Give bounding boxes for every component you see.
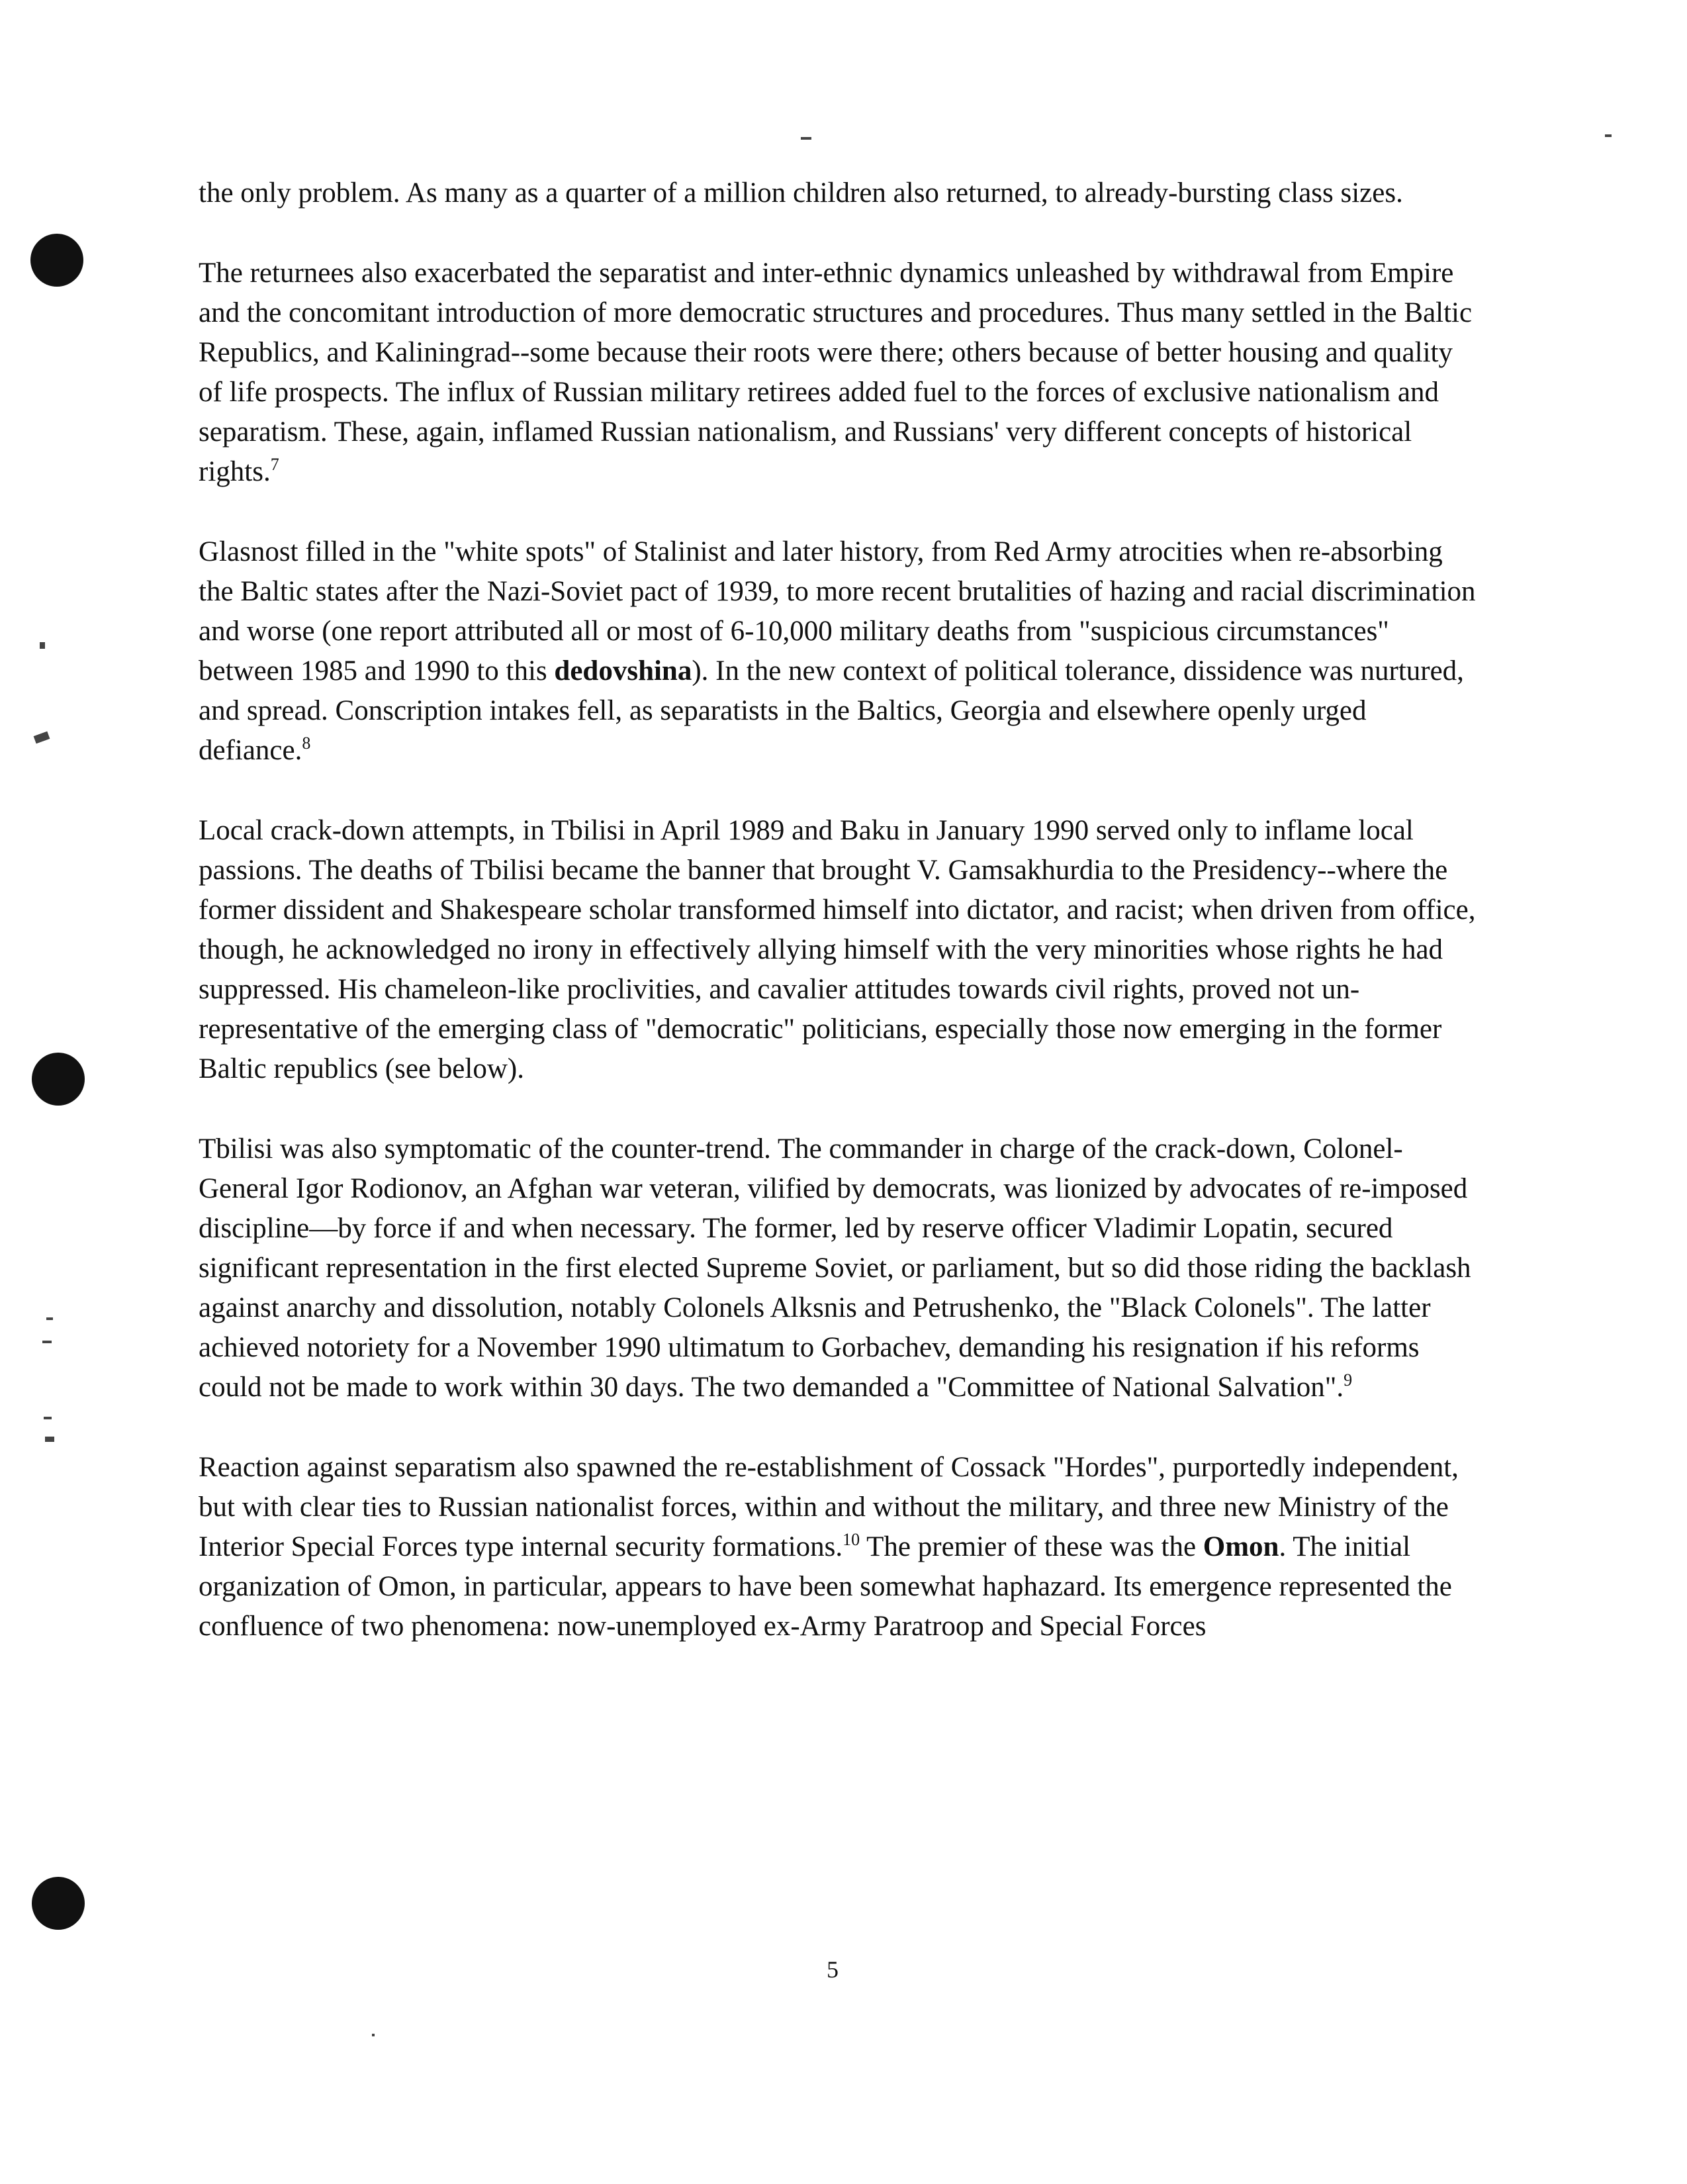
bold-term: Omon [1203,1531,1279,1562]
scan-speck [34,732,50,744]
punch-hole-middle [32,1053,85,1106]
scan-speck [45,1437,54,1442]
footnote-ref: 9 [1344,1370,1353,1390]
paragraph [199,811,1476,1089]
paragraph [199,1129,1476,1407]
footnote-ref: 7 [270,455,279,474]
scan-speck [801,137,811,140]
bold-term: dedovshina [554,655,692,687]
footnote-ref: 8 [302,734,311,753]
paragraph [199,532,1476,771]
paragraph-text: The premier of these was the [860,1531,1203,1562]
paragraph-text: ). In the new context of political tolerance, dissidence was nurtured, and spread. Conscription intakes fell, as separatists in the Baltics, Georgia and elsewhere openly urged defiance. [199,655,1464,766]
page-number: 5 [827,1956,839,1983]
scan-speck [44,1417,52,1419]
paragraph [199,1448,1476,1646]
footnote-ref: 10 [843,1530,860,1549]
scan-speck [40,642,45,649]
body-text [199,173,1476,1687]
paragraph-text: the only problem. As many as a quarter of a million children also returned, to already-bursting class sizes. [199,177,1403,209]
punch-hole-bottom [32,1877,85,1930]
paragraph-text: Reaction against separatism also spawned the re-establishment of Cossack "Hordes", purportedly independent, but with clear ties to Russian nationalist forces, within and without the military, and three new Ministry of the Interior Special Forces type internal security formations. [199,1452,1459,1562]
scan-speck [372,2034,375,2036]
paragraph-text: The returnees also exacerbated the separatist and inter-ethnic dynamics unleashed by withdrawal from Empire and the concomitant introduction of more democratic structures and procedures. Thus many settled in the Baltic Republics, and Kaliningrad--some because their roots were there; others because of better housing and quality of life prospects. The influx of Russian military retirees added fuel to the forces of exclusive nationalism and separatism. These, again, inflamed Russian nationalism, and Russians' very different concepts of historical rights. [199,258,1473,487]
paragraph [199,254,1476,492]
paragraph-text: Glasnost filled in the "white spots" of Stalinist and later history, from Red Army atrocities when re-absorbing the Baltic states after the Nazi-Soviet pact of 1939, to more recent brutalities of hazing and racial discrimination and worse (one report attributed all or most of 6-10,000 military deaths from "suspicious circumstances" between 1985 and 1990 to this [199,536,1476,687]
scan-speck [1605,134,1612,137]
paragraph-text: . The initial organization of Omon, in particular, appears to have been somewhat haphazard. Its emergence represented the confluence of two phenomena: now-unemployed ex-Army Paratroop and Special Forces [199,1531,1452,1642]
paragraph-text: Tbilisi was also symptomatic of the counter-trend. The commander in charge of the crack-down, Colonel-General Igor Rodionov, an Afghan war veteran, vilified by democrats, was lionized by advocates of re-imposed discipline—by force if and when necessary. The former, led by reserve officer Vladimir Lopatin, secured significant representation in the first elected Supreme Soviet, or parliament, but so did those riding the backlash against anarchy and dissolution, notably Colonels Alksnis and Petrushenko, the "Black Colonels". The latter achieved notoriety for a November 1990 ultimatum to Gorbachev, demanding his resignation if his reforms could not be made to work within 30 days. The two demanded a "Committee of National Salvation". [199,1133,1471,1403]
paragraph [199,173,1476,213]
scan-speck [42,1341,52,1343]
scan-speck [46,1317,53,1320]
punch-hole-top [30,234,83,287]
paragraph-text: Local crack-down attempts, in Tbilisi in April 1989 and Baku in January 1990 served only to inflame local passions. The deaths of Tbilisi became the banner that brought V. Gamsakhurdia to the Presidency--where the former dissident and Shakespeare scholar transformed himself into dictator, and racist; when driven from office, though, he acknowledged no irony in effectively allying himself with the very minorities whose rights he had suppressed. His chameleon-like proclivities, and cavalier attitudes towards civil rights, proved not un-representative of the emerging class of "democratic" politicians, especially those now emerging in the former Baltic republics (see below). [199,815,1476,1084]
